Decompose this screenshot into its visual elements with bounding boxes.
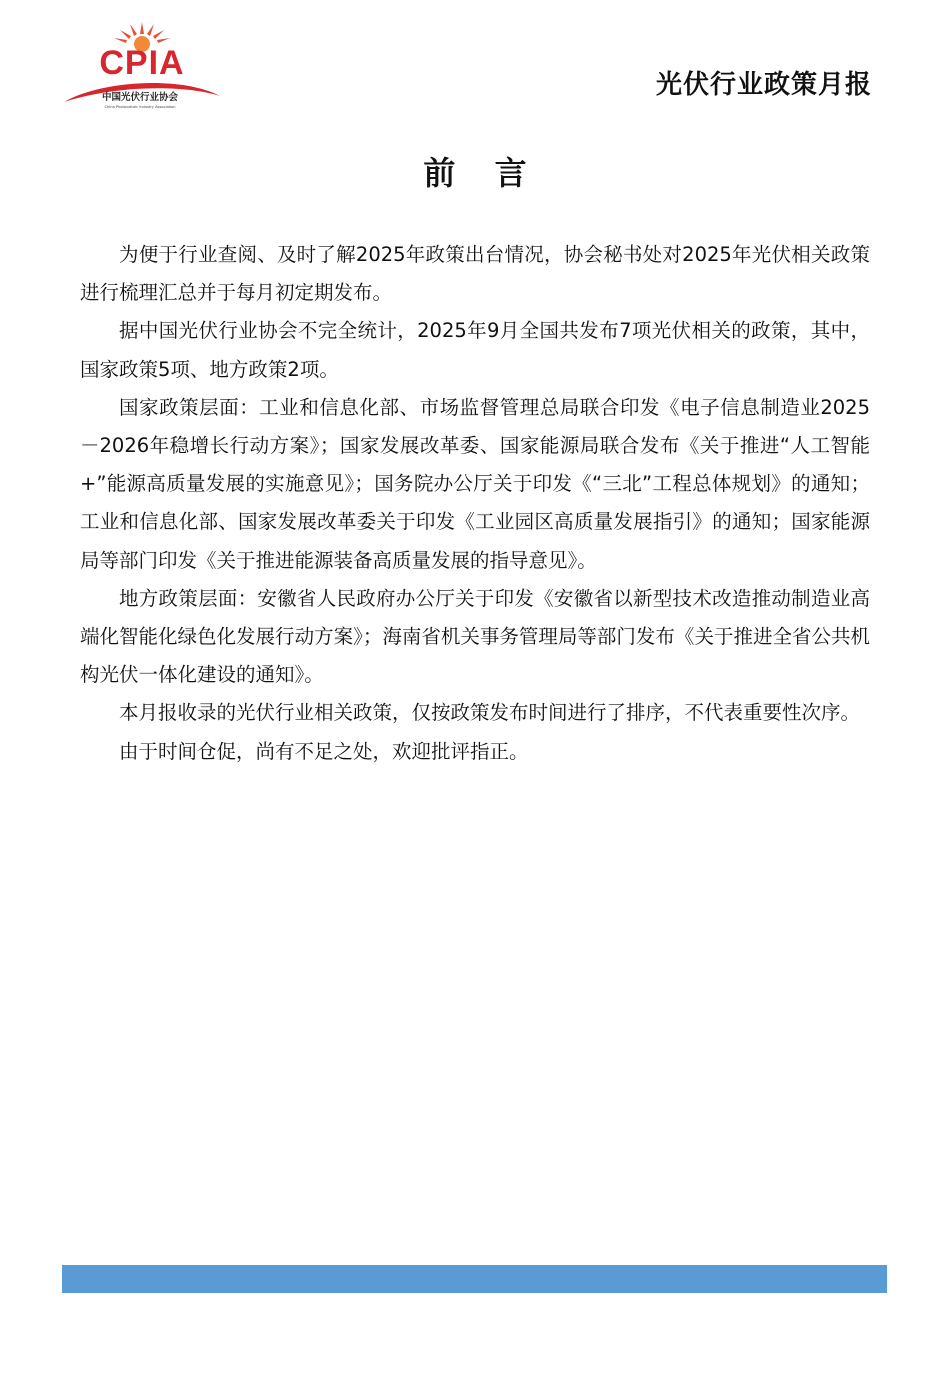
report-title: 光伏行业政策月报 (655, 70, 872, 100)
paragraph-national-policy: 国家政策层面：工业和信息化部、市场监督管理总局联合印发《电子信息制造业2025－2026年稳增长行动方案》；国家发展改革委、国家能源局联合发布《关于推进“人工智能+”能源高质量发展的实施意见》；国务院办公厅关于印发《“三北”工程总体规划》的通知；工业和信息化部、国家发展改革委关于印发《工业园区高质量发展指引》的通知；国家能源局等部门印发《关于推进能源装备高质量发展的指导意见》。 (80, 395, 870, 572)
page-heading: 前 言 (423, 154, 541, 192)
logo-subtitle: 中国光伏行业协会 (101, 92, 179, 103)
logo-english: China Photovoltaic Industry Association (104, 105, 176, 109)
paragraph-closing: 由于时间仓促，尚有不足之处，欢迎批评指正。 (119, 739, 529, 763)
preface-body (80, 236, 870, 771)
paragraph-local-policy: 地方政策层面：安徽省人民政府办公厅关于印发《安徽省以新型技术改造推动制造业高端化智能化绿色化发展行动方案》；海南省机关事务管理局等部门发布《关于推进全省公共机构光伏一体化建设的通知》。 (80, 586, 870, 687)
cpia-logo (62, 18, 222, 110)
paragraph-purpose: 为便于行业查阅、及时了解2025年政策出台情况，协会秘书处对2025年光伏相关政策进行梳理汇总并于每月初定期发布。 (80, 243, 870, 305)
logo-text: CPIA (99, 44, 185, 82)
paragraph-statistics: 据中国光伏行业协会不完全统计，2025年9月全国共发布7项光伏相关的政策，其中，国家政策5项、地方政策2项。 (80, 319, 870, 381)
paragraph-ordering-note: 本月报收录的光伏行业相关政策，仅按政策发布时间进行了排序，不代表重要性次序。 (119, 701, 861, 725)
footer-bar (62, 1265, 887, 1293)
